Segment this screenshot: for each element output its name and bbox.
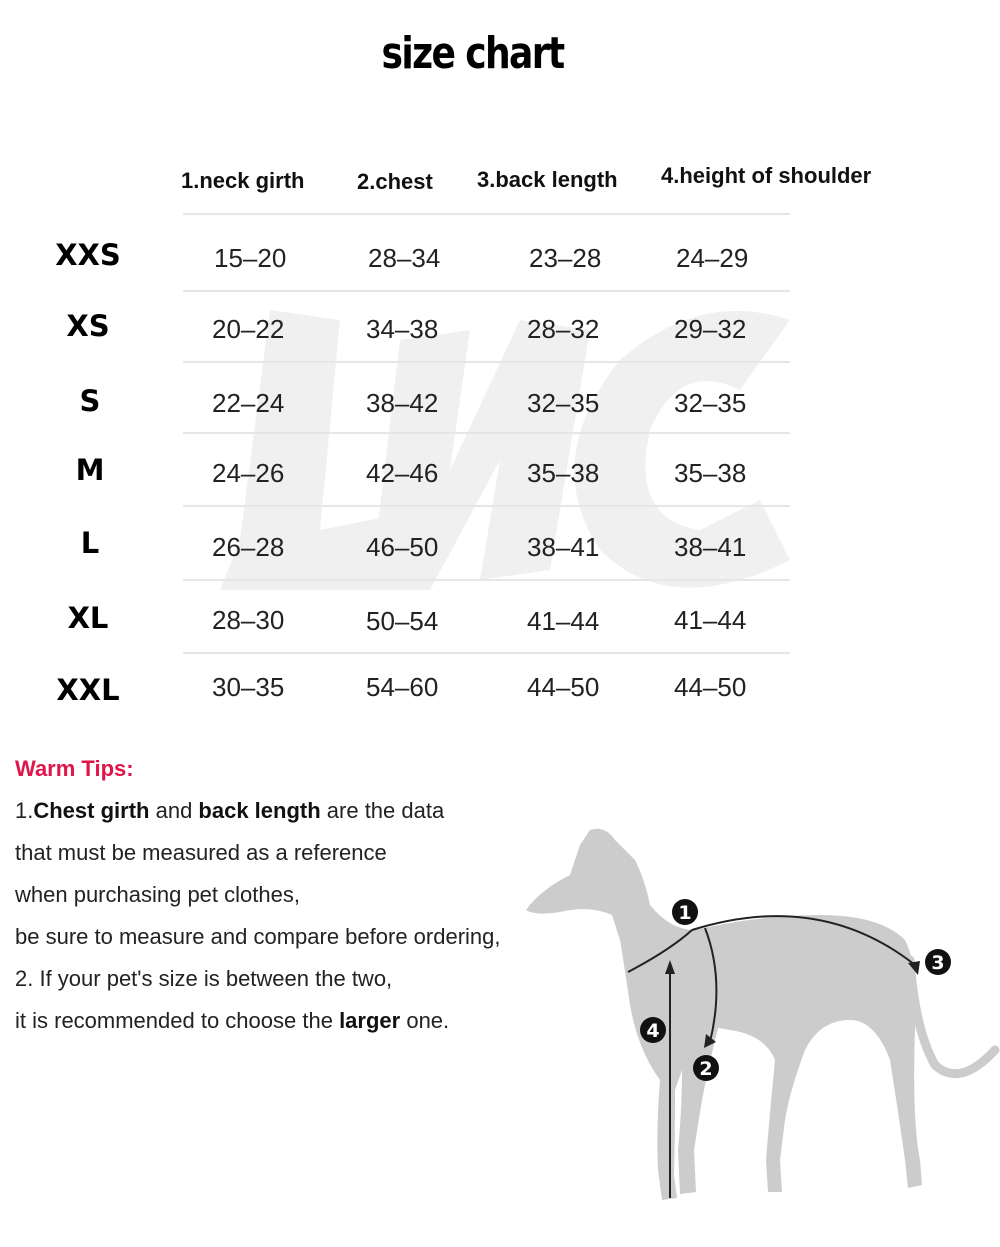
tip-bold-chest-girth: Chest girth [33,798,150,823]
size-label: L [80,526,100,560]
chest-value: 50–54 [366,606,439,636]
tip-bold-larger: larger [339,1008,401,1033]
column-header-back-length: 3.back length [477,167,618,192]
dog-measurement-diagram [520,820,1000,1210]
tip-bold-back-length: back length [198,798,321,823]
shoulder-height-value: 24–29 [676,243,749,273]
page-title: size chart [381,28,564,79]
back-length-value: 23–28 [529,243,602,273]
column-header-chest: 2.chest [357,169,433,194]
neck-girth-value: 22–24 [212,388,285,418]
chest-value: 28–34 [368,243,441,273]
shoulder-height-value: 41–44 [674,605,747,635]
neck-girth-value: 15–20 [214,243,287,273]
row-divider [183,579,790,581]
row-divider [183,290,790,292]
dog-silhouette [526,829,922,1200]
chest-value: 38–42 [366,388,439,418]
chest-value: 34–38 [366,314,439,344]
size-label: XXS [55,238,121,272]
back-length-value: 32–35 [527,388,600,418]
tip-text: one. [400,1008,450,1033]
tip-text: 1. [15,798,34,823]
shoulder-height-value: 38–41 [674,532,747,562]
neck-girth-value: 24–26 [212,458,285,488]
tip-line-6 [15,1008,449,1034]
marker-1-label: 1 [678,902,692,924]
back-length-value: 41–44 [527,606,600,636]
neck-girth-value: 26–28 [212,532,285,562]
marker-3-icon [925,949,951,975]
row-divider [183,361,790,363]
warm-tips-heading: Warm Tips: [15,756,134,781]
chest-value: 46–50 [366,532,439,562]
marker-2-label: 2 [699,1058,713,1080]
marker-2-icon [693,1055,719,1081]
column-header-shoulder-height: 4.height of shoulder [661,163,872,188]
chest-value: 42–46 [366,458,439,488]
back-length-value: 35–38 [527,458,600,488]
tip-line-2: that must be measured as a reference [15,840,387,865]
size-label: XL [67,601,109,635]
row-divider [183,213,790,215]
neck-girth-value: 28–30 [212,605,285,635]
tip-line-3: when purchasing pet clothes, [15,882,300,907]
size-label: XXL [56,673,120,707]
row-divider [183,505,790,507]
marker-4-label: 4 [646,1020,660,1042]
size-label: XS [66,309,110,343]
neck-girth-value: 20–22 [212,314,285,344]
shoulder-height-value: 35–38 [674,458,747,488]
neck-girth-value: 30–35 [212,672,285,702]
row-divider [183,652,790,654]
marker-4-icon [640,1017,666,1043]
size-label: M [75,453,105,487]
tip-line-4: be sure to measure and compare before ordering, [15,924,501,949]
marker-1-icon [672,899,698,925]
shoulder-height-value: 32–35 [674,388,747,418]
size-label: S [79,384,101,418]
marker-3-label: 3 [931,952,945,974]
dog-tail [910,960,995,1074]
row-divider [183,432,790,434]
tip-line-1 [15,798,444,824]
shoulder-height-value: 44–50 [674,672,747,702]
chest-value: 54–60 [366,672,439,702]
back-length-value: 28–32 [527,314,600,344]
tip-line-5: 2. If your pet's size is between the two, [15,966,393,991]
back-length-value: 38–41 [527,532,600,562]
tip-text: it is recommended to choose the [15,1008,340,1033]
back-length-value: 44–50 [527,672,600,702]
shoulder-height-value: 29–32 [674,314,747,344]
tip-text: and [149,798,199,823]
tip-text: are the data [320,798,445,823]
column-header-neck-girth: 1.neck girth [181,168,305,193]
